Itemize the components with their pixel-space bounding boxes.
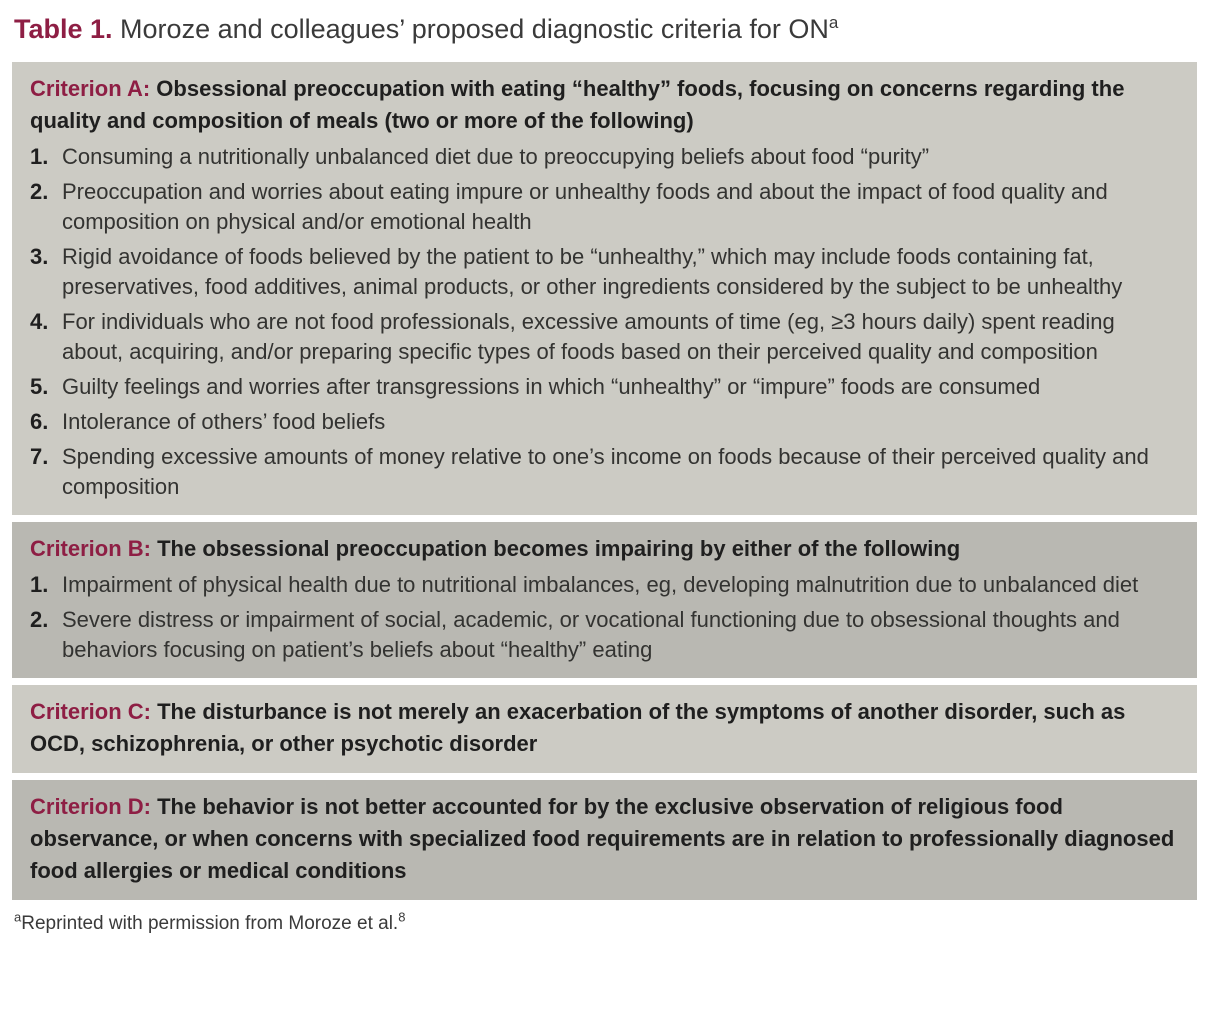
- item-text: Consuming a nutritionally unbalanced diet due to preoccupying beliefs about food “purity”: [62, 144, 930, 169]
- criterion-heading: [30, 533, 1175, 565]
- list-item: [30, 177, 1175, 237]
- criterion-heading-text: The obsessional preoccupation becomes impairing by either of the following: [151, 536, 961, 561]
- list-item: [30, 372, 1175, 402]
- table-title: [14, 12, 1197, 46]
- list-item: [30, 142, 1175, 172]
- criterion-label: Criterion B:: [30, 536, 151, 561]
- table-title-label: Table 1.: [14, 14, 113, 44]
- criteria-list: [30, 142, 1175, 502]
- list-item: [30, 605, 1175, 665]
- criterion-section: [12, 62, 1197, 515]
- list-item: [30, 242, 1175, 302]
- list-item: [30, 307, 1175, 367]
- item-number: 6.: [30, 409, 49, 434]
- list-item: [30, 570, 1175, 600]
- item-number: 7.: [30, 444, 49, 469]
- criterion-heading-text: The disturbance is not merely an exacerbation of the symptoms of another disorder, such as OCD, schizophrenia, or other psychotic disorder: [30, 699, 1126, 756]
- item-text: Spending excessive amounts of money relative to one’s income on foods because of their perceived quality and composition: [62, 444, 1149, 499]
- item-number: 4.: [30, 309, 49, 334]
- item-text: Guilty feelings and worries after transgressions in which “unhealthy” or “impure” foods are consumed: [62, 374, 1041, 399]
- criteria-table: [12, 62, 1197, 900]
- list-item: [30, 407, 1175, 437]
- criterion-heading: [30, 696, 1175, 760]
- criterion-label: Criterion C:: [30, 699, 151, 724]
- footnote-text: Reprinted with permission from Moroze et al.: [21, 913, 399, 934]
- item-number: 5.: [30, 374, 49, 399]
- criterion-section: [12, 685, 1197, 773]
- item-text: For individuals who are not food professionals, excessive amounts of time (eg, ≥3 hours daily) spent reading about, acquiring, and/or preparing specific types of foods based on their perceived quality and composition: [62, 309, 1115, 364]
- footnote-reference-superscript: 8: [398, 909, 406, 925]
- criteria-list: [30, 570, 1175, 665]
- item-text: Intolerance of others’ food beliefs: [62, 409, 386, 434]
- item-text: Preoccupation and worries about eating impure or unhealthy foods and about the impact of food quality and composition on physical and/or emotional health: [62, 179, 1108, 234]
- item-text: Impairment of physical health due to nutritional imbalances, eg, developing malnutrition due to unbalanced diet: [62, 572, 1139, 597]
- list-item: [30, 442, 1175, 502]
- item-number: 3.: [30, 244, 49, 269]
- criterion-heading-text: Obsessional preoccupation with eating “healthy” foods, focusing on concerns regarding the quality and composition of meals (two or more of the following): [30, 76, 1125, 133]
- footnote: [14, 909, 1197, 936]
- criterion-section: [12, 522, 1197, 678]
- criterion-label: Criterion A:: [30, 76, 151, 101]
- footnote-marker: a: [14, 909, 22, 925]
- item-text: Severe distress or impairment of social, academic, or vocational functioning due to obsessional thoughts and behaviors focusing on patient’s beliefs about “healthy” eating: [62, 607, 1120, 662]
- criterion-heading: [30, 73, 1175, 137]
- criterion-heading: [30, 791, 1175, 887]
- item-number: 1.: [30, 572, 49, 597]
- criterion-section: [12, 780, 1197, 900]
- criterion-label: Criterion D:: [30, 794, 151, 819]
- item-number: 2.: [30, 607, 49, 632]
- table-title-text: Moroze and colleagues’ proposed diagnostic criteria for ON: [112, 14, 829, 44]
- item-number: 1.: [30, 144, 49, 169]
- criterion-heading-text: The behavior is not better accounted for by the exclusive observation of religious food observance, or when concerns with specialized food requirements are in relation to professionally diagnosed food allergies or medical conditions: [30, 794, 1175, 883]
- item-text: Rigid avoidance of foods believed by the patient to be “unhealthy,” which may include foods containing fat, preservatives, food additives, animal products, or other ingredients considered by the subject to be unhealthy: [62, 244, 1123, 299]
- table-title-superscript: a: [828, 13, 839, 32]
- item-number: 2.: [30, 179, 49, 204]
